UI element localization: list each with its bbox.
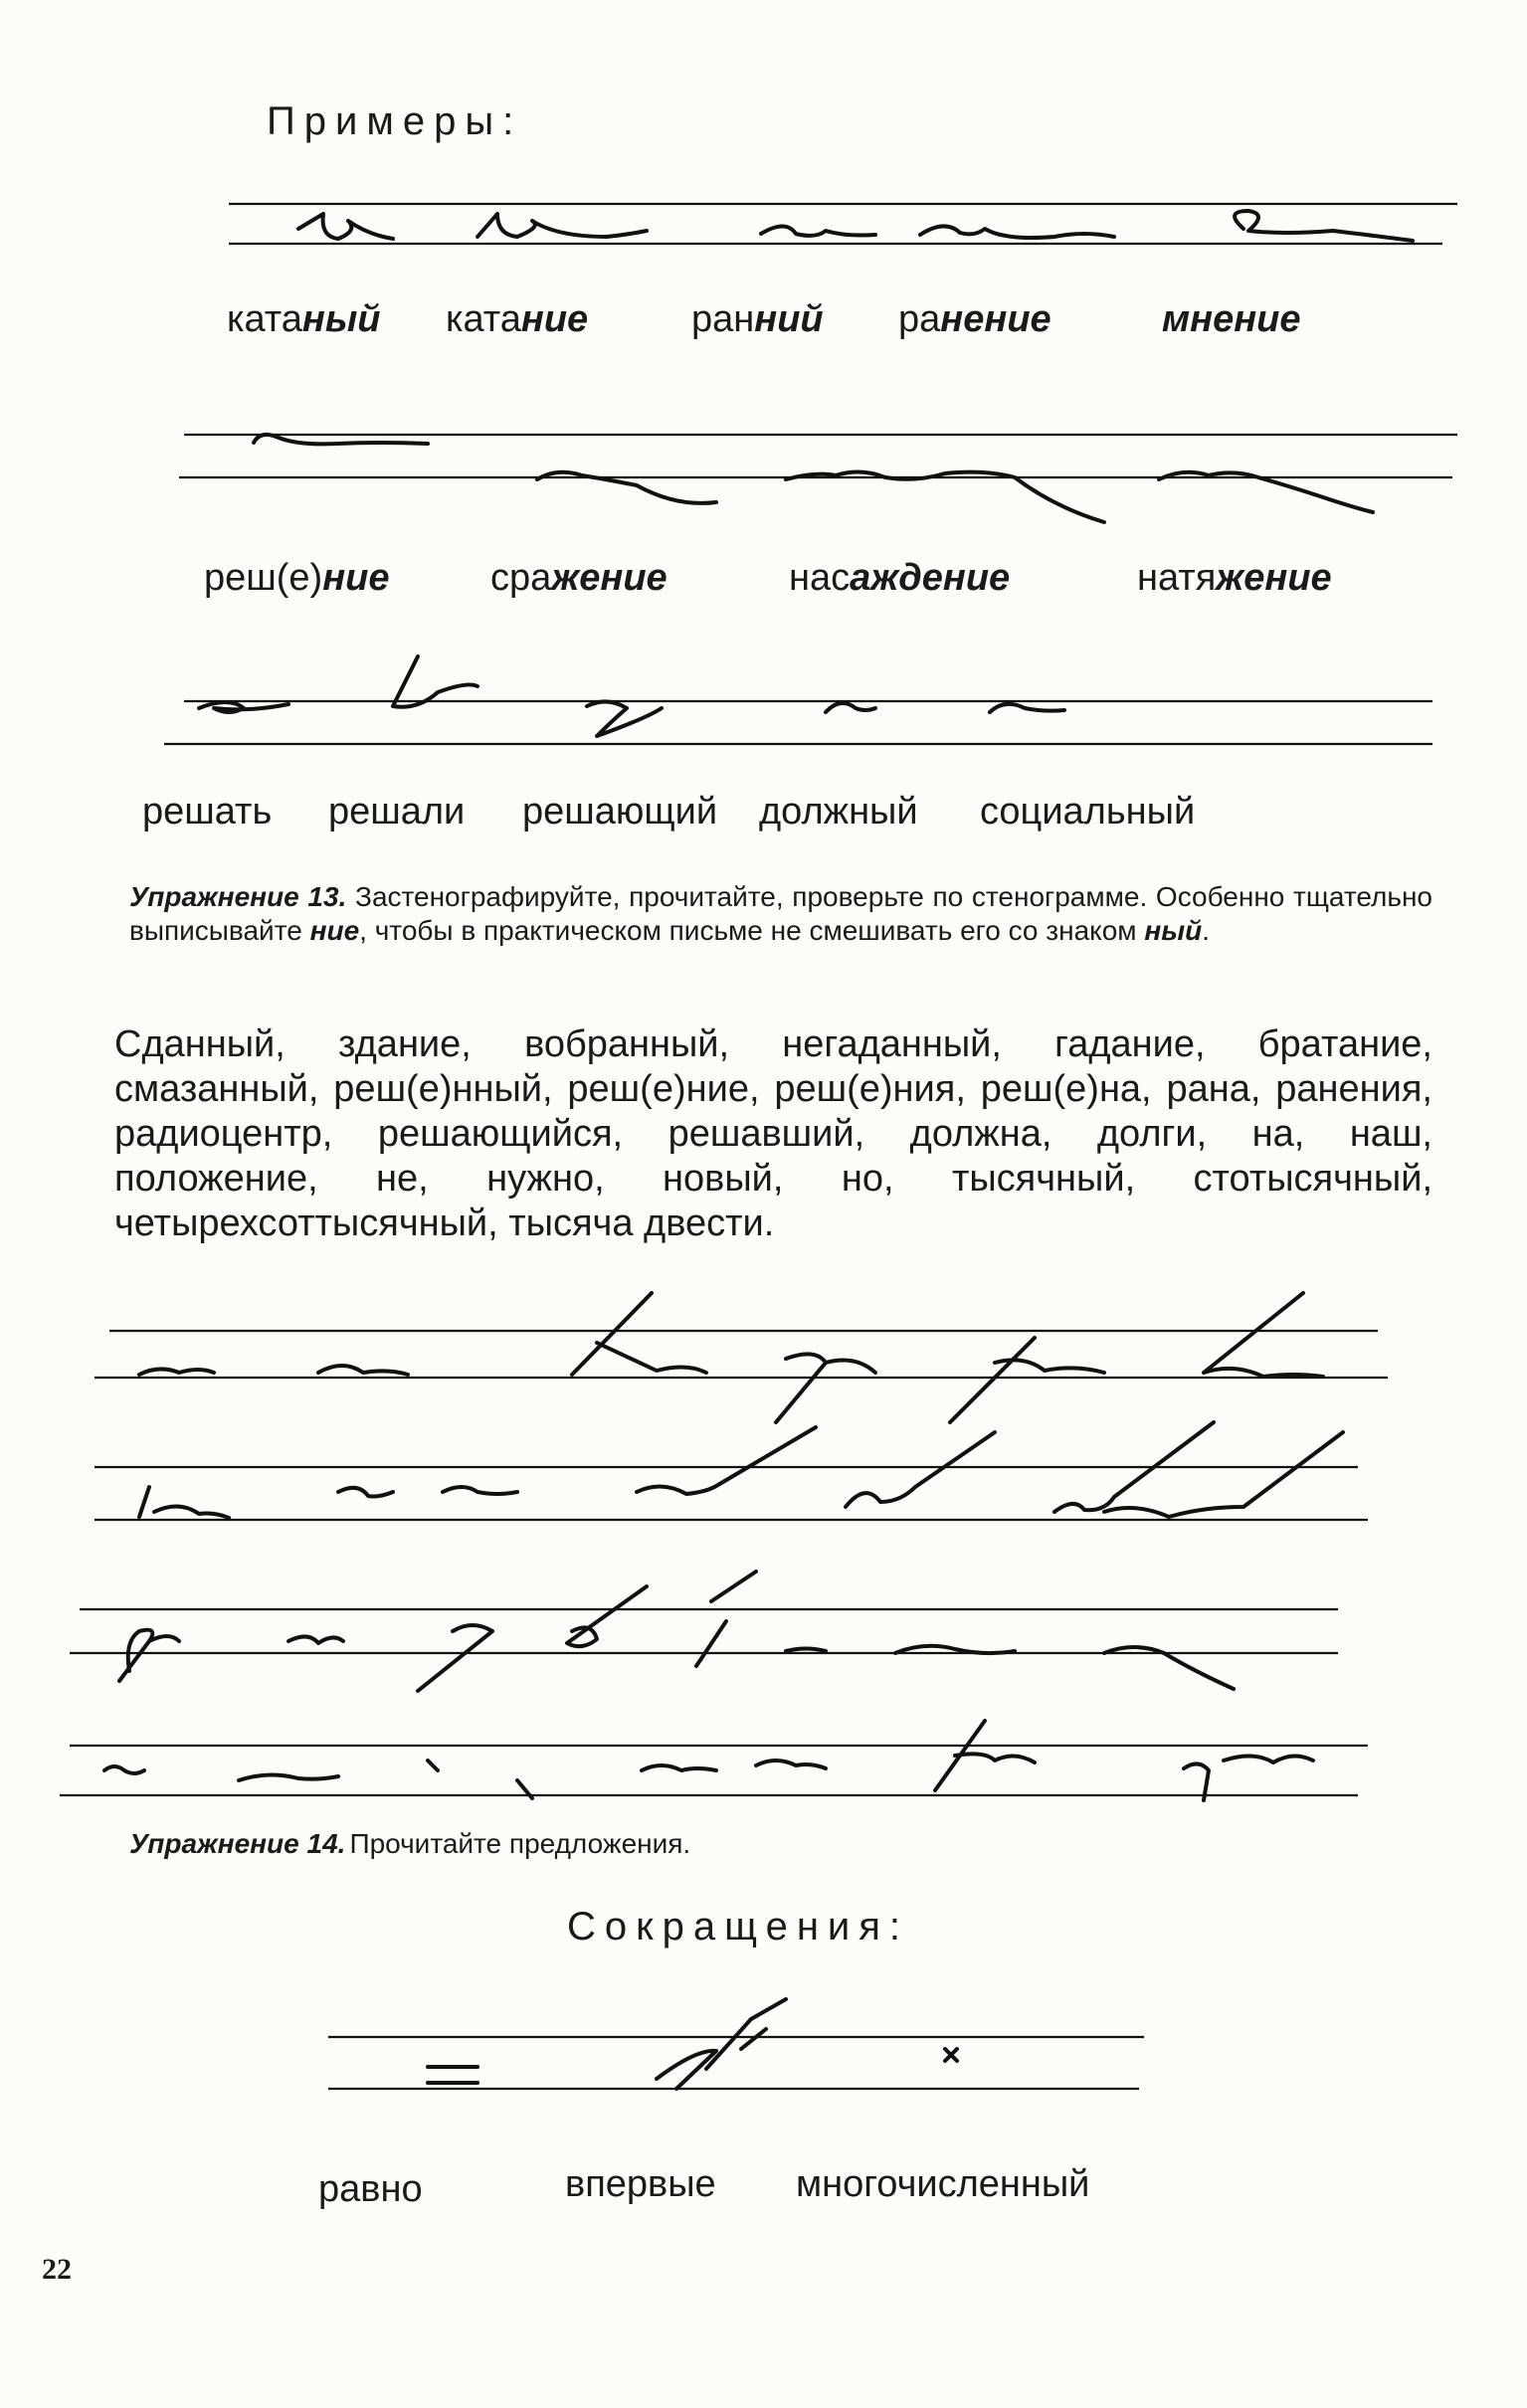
instruction-text: , чтобы в практическом письме не смешивать его со знаком	[359, 915, 1145, 946]
word-ranniy	[691, 298, 824, 341]
exercise-14	[129, 1828, 690, 1860]
word-part: ката	[446, 298, 521, 340]
abbreviations-heading: Сокращения:	[567, 1905, 910, 1948]
word-reshenie	[204, 557, 390, 600]
abbr-mnogochislennyy: многочисленный	[796, 2163, 1090, 2205]
word-part: ката	[227, 298, 302, 340]
word-mnenie	[1162, 298, 1301, 341]
word-part: ран	[691, 298, 755, 340]
instruction-emphasis: ние	[309, 915, 360, 946]
word-row3-4: должный	[759, 791, 918, 833]
steno-row-2	[179, 435, 1457, 522]
instruction-text: Застенографируйте, прочитайте, проверьте по стенограмме. Особенно тщательно выписывайте	[129, 881, 1432, 946]
word-ending: мнение	[1162, 298, 1301, 340]
steno-row-3	[164, 656, 1432, 744]
exercise-14-text: Прочитайте предложения.	[349, 1828, 691, 1859]
page-number: 22	[42, 2253, 72, 2286]
steno-practice-block	[60, 1293, 1388, 1800]
word-ending: ние	[520, 298, 589, 340]
word-part: ра	[898, 298, 941, 340]
word-ending: жение	[551, 557, 668, 599]
abbr-vpervye: впервые	[565, 2163, 716, 2205]
word-ending: ний	[754, 298, 824, 340]
word-ranenie	[898, 298, 1051, 341]
word-nasazhdenie	[789, 557, 1010, 600]
instruction-text: .	[1202, 915, 1211, 946]
word-katanyy	[227, 298, 381, 341]
abbr-ravno: равно	[318, 2168, 423, 2210]
word-part: реш(е)	[204, 557, 323, 599]
steno-abbreviations	[328, 1999, 1144, 2089]
word-srazhenie	[490, 557, 668, 600]
exercise-13-title: Упражнение 13.	[129, 881, 347, 912]
instruction-emphasis: ный	[1144, 915, 1203, 946]
word-part: нас	[789, 557, 851, 599]
exercise-14-title: Упражнение 14.	[129, 1828, 346, 1859]
word-row3-5: социальный	[980, 791, 1196, 833]
exercise-13-word-list	[114, 1022, 1432, 1246]
word-ending: ние	[322, 557, 390, 599]
steno-row-1	[229, 204, 1457, 244]
word-ending: аждение	[850, 557, 1011, 599]
word-ending: нение	[940, 298, 1051, 340]
word-part: натя	[1137, 557, 1217, 599]
word-row3-2: решали	[328, 791, 466, 833]
word-ending: ный	[301, 298, 381, 340]
word-natyazhenie	[1137, 557, 1332, 600]
exercise-13-instructions	[129, 880, 1432, 948]
word-katanie	[446, 298, 588, 341]
examples-heading: Примеры:	[267, 99, 523, 143]
word-row3-1: решать	[142, 791, 273, 833]
word-ending: жение	[1216, 557, 1332, 599]
word-list-text: Сданный, здание, вобранный, негаданный, гадание, братание, смазанный, реш(е)нный, реш(е)ние, реш(е)ния, реш(е)на, рана, ранения, радиоцентр, решающийся, решавший, должна, долги, на, наш, положение, не, нужно, новый, но, тысячный, стотысячный, четырехсоттысячный, тысяча двести.	[114, 1023, 1432, 1244]
word-part: сра	[490, 557, 552, 599]
word-row3-3: решающий	[522, 791, 718, 833]
